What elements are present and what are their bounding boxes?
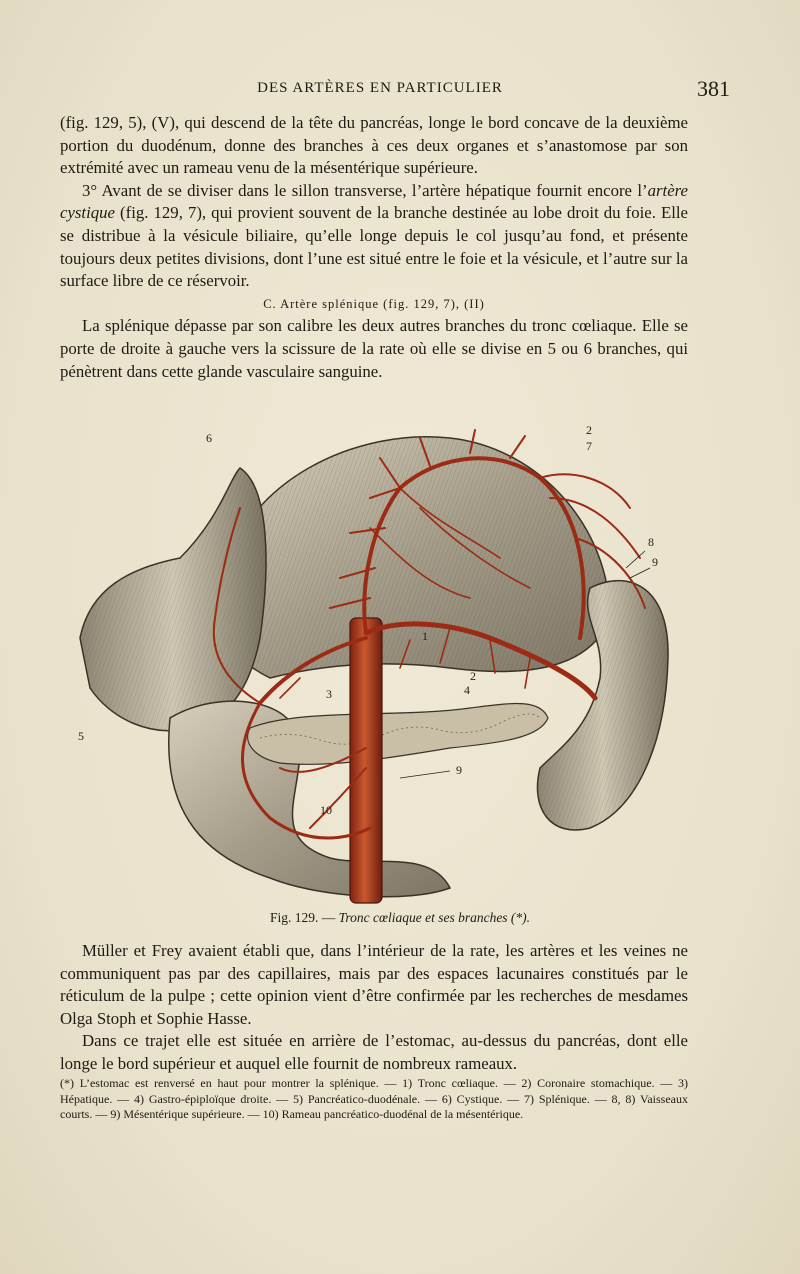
fig-label-10: 10 bbox=[320, 803, 332, 817]
pancreas-shape bbox=[248, 704, 548, 765]
fig-label-2: 2 bbox=[470, 669, 476, 683]
fig-label-5: 5 bbox=[78, 729, 84, 743]
caption-label: Fig. 129. — bbox=[269, 910, 336, 925]
footnote: (*) L’estomac est renversé en haut pour montrer la splénique. — 1) Tronc cœliaque. — 2) Coronaire stomachique. — 3) Hépatique. — 4) Gastro-épiploïque droite. — 5) Pancréatico-duodénale. — 6) Cystique. — 7) Splénique. — 8, 8) Vaisseaux courts. — 9) Mésentérique supérieure. — 10) Rameau pancréatico-duodénal de la mésentérique. bbox=[60, 1076, 688, 1121]
running-title: DES ARTÈRES EN PARTICULIER bbox=[257, 80, 503, 96]
paragraph-2-start: 3° Avant de se diviser dans le sillon transverse, l’artère hépatique fournit encore l’ bbox=[82, 180, 648, 200]
paragraph-2 bbox=[60, 180, 688, 293]
page-number: 381 bbox=[697, 76, 730, 101]
paragraph-5: Dans ce trajet elle est située en arrière de l’estomac, au-dessus du pancréas, dont elle longe le bord supérieur et auquel elle fournit de nombreux rameaux. bbox=[60, 1031, 688, 1073]
liver-hatching bbox=[80, 468, 266, 731]
body-text-bottom bbox=[60, 940, 688, 1076]
figure-129 bbox=[70, 418, 720, 906]
anatomical-illustration bbox=[70, 418, 720, 906]
body-text-top bbox=[60, 112, 688, 383]
fig-label-8: 8 bbox=[648, 535, 654, 549]
aorta bbox=[350, 618, 382, 903]
fig-label-9-right: 9 bbox=[652, 555, 658, 569]
running-head bbox=[60, 76, 730, 104]
stomach-hatching bbox=[217, 437, 610, 678]
paragraph-1: (fig. 129, 5), (V), qui descend de la tête du pancréas, longe le bord concave de la deuxième portion du duodénum, donne des branches à ces deux organes et s’anastomose par son extrémité avec un rameau venu de la mésentérique supérieure. bbox=[60, 113, 688, 178]
fig-label-7: 7 bbox=[586, 439, 592, 453]
fig-label-2-top: 2 bbox=[586, 423, 592, 437]
fig-label-9: 9 bbox=[456, 763, 462, 777]
fig-label-1: 1 bbox=[422, 629, 428, 643]
figure-caption bbox=[60, 910, 740, 926]
paragraph-2-end: (fig. 129, 7), qui provient souvent de la branche destinée au lobe droit du foie. Elle se distribue à la vésicule biliaire, qu’elle longe depuis le col jusqu’au fond, et présente toujours deux petites divisions, dont l’une est situé entre le foie et la vésicule, et l’autre sur la surface libre de ce réservoir. bbox=[60, 203, 688, 291]
leader-line-9 bbox=[400, 771, 450, 778]
paragraph-3: La splénique dépasse par son calibre les deux autres branches du tronc cœliaque. Elle se porte de droite à gauche vers la scissure de la rate où elle se divise en 5 ou 6 branches, qui pénètrent dans cette glande vasculaire sanguine. bbox=[60, 316, 688, 381]
artere-cystique-term: artère cystique bbox=[60, 180, 688, 223]
fig-label-6: 6 bbox=[206, 431, 212, 445]
fig-label-3: 3 bbox=[326, 687, 332, 701]
paragraph-4: Müller et Frey avaient établi que, dans l’intérieur de la rate, les artères et les veines ne communiquent pas par des capillaires, mais par des espaces lacunaires constitués par le réticulum de la pulpe ; cette opinion vient d’être confirmée par les recherches de mesdames Olga Stoph et Sophie Hasse. bbox=[60, 941, 688, 1028]
fig-label-4: 4 bbox=[464, 683, 470, 697]
section-heading: C. Artère splénique (fig. 129, 7), (II) bbox=[263, 296, 485, 311]
caption-title: Tronc cœliaque et ses branches (*). bbox=[338, 910, 531, 925]
